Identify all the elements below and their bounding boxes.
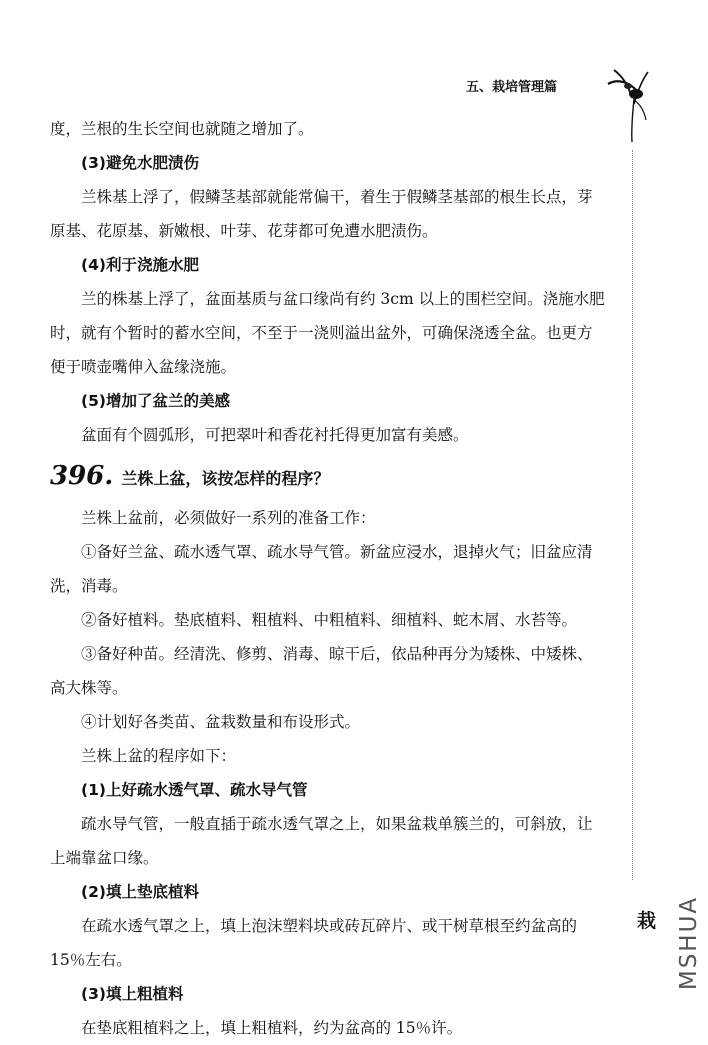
watermark-text: MSHUA — [676, 895, 702, 990]
paragraph: 兰株上盆的程序如下： — [81, 747, 237, 765]
orchid-illustration — [604, 64, 652, 144]
subheading: (4)利于浇施水肥 — [81, 256, 199, 274]
subheading: (5)增加了盆兰的美感 — [81, 392, 230, 410]
subheading: (3)填上粗植料 — [81, 985, 184, 1003]
subheading: (3)避免水肥渍伤 — [81, 154, 199, 172]
paragraph: ④计划好各类苗、盆栽数量和布设形式。 — [81, 713, 361, 731]
subheading: (1)上好疏水透气罩、疏水导气管 — [81, 781, 308, 799]
paragraph: 在疏水透气罩之上，填上泡沫塑料块或砖瓦碎片、或干树草根至约盆高的 15％左右。 — [50, 917, 578, 969]
paragraph: ②备好植料。垫底植料、粗植料、中粗植料、细植料、蛇木屑、水苔等。 — [81, 611, 578, 629]
question-heading — [50, 458, 605, 497]
paragraph: ③备好种苗。经清洗、修剪、消毒、晾干后，依品种再分为矮株、中矮株、高大株等。 — [50, 645, 593, 697]
paragraph: 兰株上盆前，必须做好一系列的准备工作： — [81, 509, 376, 527]
paragraph: ①备好兰盆、疏水透气罩、疏水导气管。新盆应浸水，退掉火气；旧盆应清洗，消毒。 — [50, 543, 593, 595]
paragraph: 在垫底粗植料之上，填上粗植料，约为盆高的 15％许。 — [81, 1019, 463, 1037]
paragraph: 兰株基上浮了，假鳞茎基部就能常偏干，着生于假鳞茎基部的根生长点，芽原基、花原基、新嫩根、叶芽、花芽都可免遭水肥渍伤。 — [50, 188, 593, 240]
margin-dotted-line — [632, 150, 633, 880]
question-title: 兰株上盆，该按怎样的程序？ — [121, 469, 330, 488]
question-number: 396. — [50, 461, 114, 491]
paragraph: 兰的株基上浮了，盆面基质与盆口缘尚有约 3cm 以上的围栏空间。浇施水肥时，就有个暂时的蓄水空间，不至于一浇则溢出盆外，可确保浇透全盆。也更方便于喷壶嘴伸入盆缘浇施。 — [50, 290, 605, 376]
paragraph: 度，兰根的生长空间也就随之增加了。 — [50, 120, 314, 138]
paragraph: 盆面有个圆弧形，可把翠叶和香花衬托得更加富有美感。 — [81, 426, 469, 444]
chapter-char: 栽 — [637, 910, 657, 932]
watermark — [670, 884, 708, 1001]
section-title: 五、栽培管理篇 — [466, 80, 558, 95]
paragraph: 疏水导气管，一般直插于疏水透气罩之上，如果盆栽单簇兰的，可斜放，让上端靠盆口缘。 — [50, 815, 593, 867]
subheading: (2)填上垫底植料 — [81, 883, 199, 901]
page-body — [50, 112, 605, 1045]
